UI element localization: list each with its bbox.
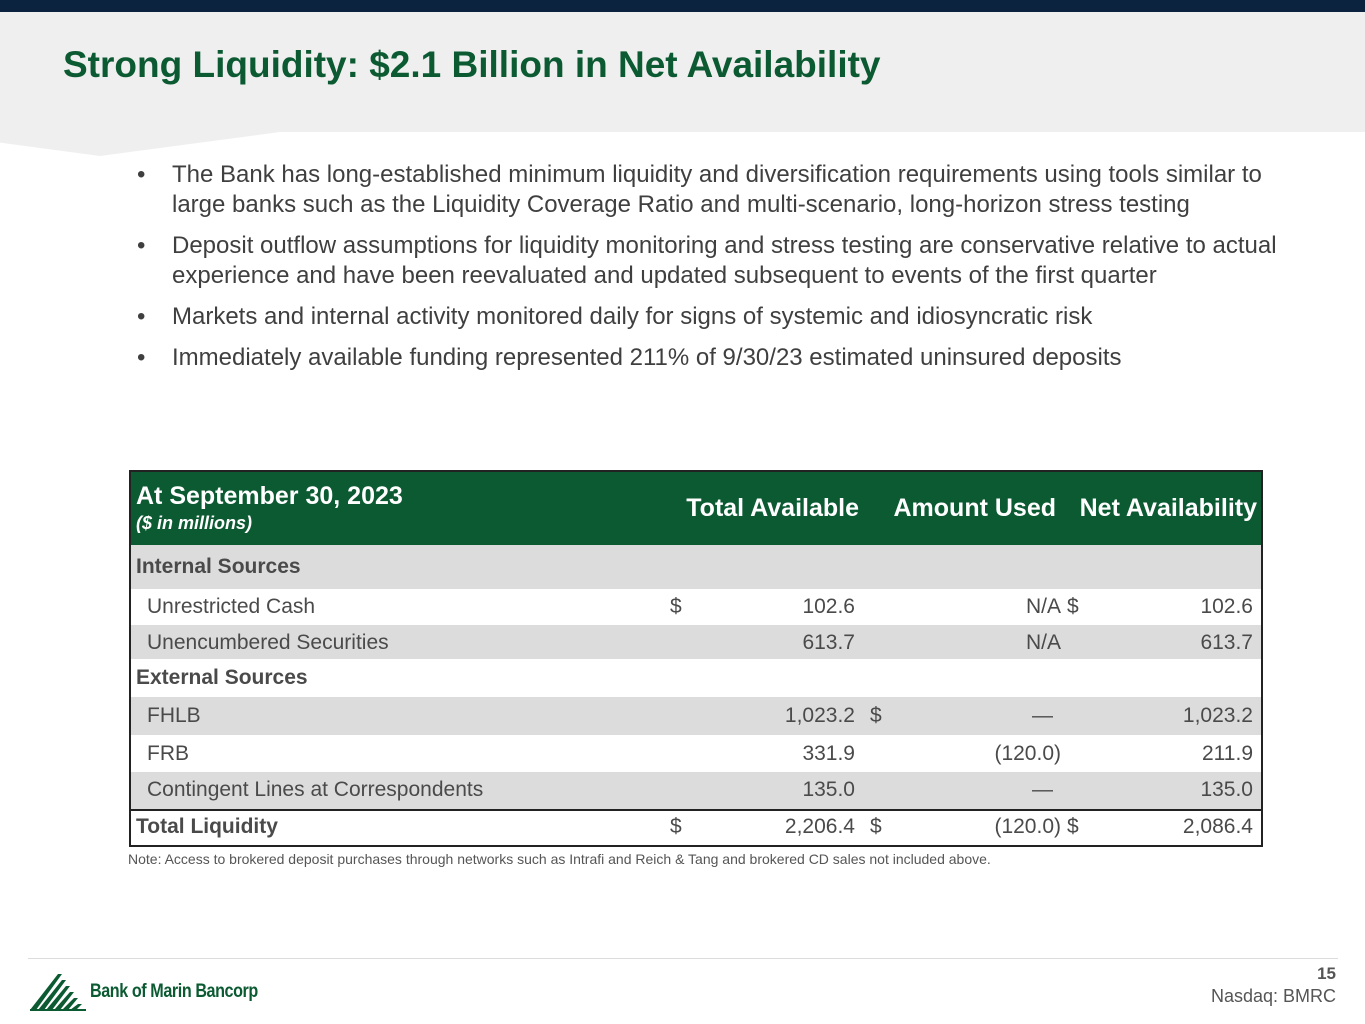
row-label: Unrestricted Cash <box>147 595 316 618</box>
amount-used-value: (120.0) <box>994 815 1061 838</box>
bullet-glyph: • <box>137 161 146 188</box>
bullet-text: Immediately available funding represented 211% of 9/30/23 estimated uninsured deposits <box>172 344 1122 371</box>
table-row <box>131 625 1261 659</box>
currency-symbol: $ <box>1067 595 1079 618</box>
tree-logo-icon <box>30 972 86 1012</box>
currency-symbol: $ <box>870 704 882 727</box>
table-header <box>131 472 1261 545</box>
section-label: Internal Sources <box>136 555 301 578</box>
currency-symbol: $ <box>670 815 682 838</box>
bullet-glyph: • <box>137 344 146 371</box>
net-availability-value: 135.0 <box>1200 778 1253 801</box>
row-label: Total Liquidity <box>136 815 278 838</box>
row-label: FHLB <box>147 704 201 727</box>
page-title: Strong Liquidity: $2.1 Billion in Net Availability <box>63 44 881 85</box>
footer-divider <box>28 958 1338 959</box>
footnote: Note: Access to brokered deposit purchases through networks such as Intrafi and Reich & Tang and brokered CD sales not included above. <box>128 851 991 867</box>
table-date: At September 30, 2023 <box>136 482 403 510</box>
table-row <box>131 735 1261 772</box>
section-label: External Sources <box>136 666 308 689</box>
bullet-item <box>137 343 1297 373</box>
amount-used-value: — <box>1032 778 1053 801</box>
net-availability-value: 1,023.2 <box>1182 704 1253 727</box>
bullet-item <box>137 160 1297 220</box>
total-available-value: 135.0 <box>802 778 855 801</box>
row-label: Contingent Lines at Correspondents <box>147 778 484 801</box>
bullet-text: Deposit outflow assumptions for liquidity monitoring and stress testing are conservative relative to actual experience and have been reevaluated and updated subsequent to events of the first quarter <box>172 232 1277 289</box>
bullet-glyph: • <box>137 303 146 330</box>
total-available-value: 613.7 <box>802 631 855 654</box>
bullet-text: Markets and internal activity monitored daily for signs of systemic and idiosyncratic risk <box>172 303 1093 330</box>
page-number: 15 <box>1317 964 1336 983</box>
currency-symbol: $ <box>1067 815 1079 838</box>
total-available-value: 2,206.4 <box>784 815 855 838</box>
bullet-list <box>137 160 1297 384</box>
net-availability-value: 613.7 <box>1200 631 1253 654</box>
amount-used-value: — <box>1032 704 1053 727</box>
bullet-item <box>137 231 1297 291</box>
total-row <box>131 809 1261 845</box>
row-label: FRB <box>147 742 189 765</box>
amount-used-value: N/A <box>1025 631 1061 654</box>
liquidity-table <box>129 470 1263 847</box>
currency-symbol: $ <box>870 815 882 838</box>
bullet-glyph: • <box>137 232 146 259</box>
table-row <box>131 772 1261 809</box>
amount-used-value: (120.0) <box>994 742 1061 765</box>
ticker-symbol: Nasdaq: BMRC <box>1210 986 1336 1006</box>
table-row <box>131 589 1261 625</box>
table-row <box>131 697 1261 735</box>
header-notch <box>0 132 280 156</box>
company-logo <box>30 972 287 1012</box>
table-header-title <box>136 482 403 534</box>
top-bar <box>0 0 1365 12</box>
col-header-amount-used: Amount Used <box>893 494 1056 522</box>
col-header-net-availability: Net Availability <box>1079 494 1257 522</box>
total-available-value: 331.9 <box>802 742 855 765</box>
logo-text: Bank of Marin Bancorp <box>90 981 258 1002</box>
net-availability-value: 2,086.4 <box>1182 815 1253 838</box>
net-availability-value: 211.9 <box>1202 742 1253 765</box>
section-row-internal <box>131 545 1261 589</box>
total-available-value: 1,023.2 <box>784 704 855 727</box>
section-row-external <box>131 659 1261 697</box>
bullet-text: The Bank has long-established minimum liquidity and diversification requirements using tools similar to large banks such as the Liquidity Coverage Ratio and multi-scenario, long-horizon stress testing <box>172 161 1262 218</box>
net-availability-value: 102.6 <box>1200 595 1253 618</box>
total-available-value: 102.6 <box>802 595 855 618</box>
amount-used-value: N/A <box>1025 595 1061 618</box>
row-label: Unencumbered Securities <box>147 631 389 654</box>
currency-symbol: $ <box>670 595 682 618</box>
col-header-total-available: Total Available <box>686 494 859 522</box>
table-units: ($ in millions) <box>136 513 253 533</box>
bullet-item <box>137 302 1297 332</box>
